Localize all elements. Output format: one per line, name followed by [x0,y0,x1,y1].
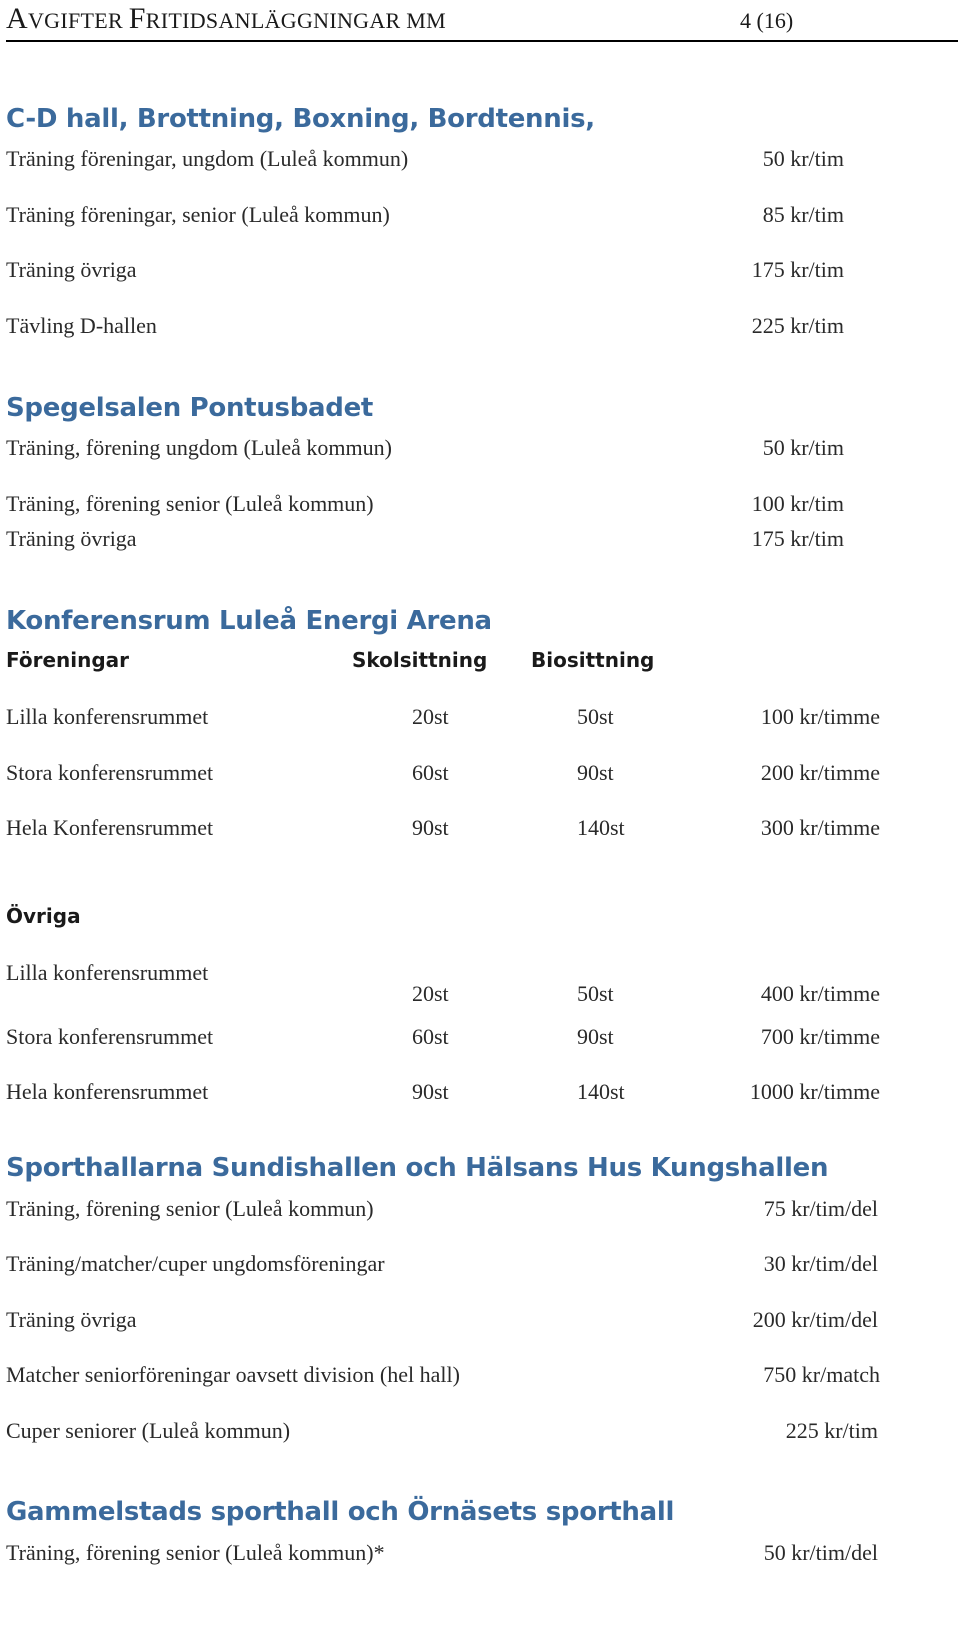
page-header [6,2,958,42]
table-row: Hela konferensrummet 90st 140st 1000 kr/timme [6,1079,880,1104]
subheading-ovriga: Övriga [6,904,81,928]
table-row: Hela Konferensrummet 90st 140st 300 kr/timme [6,815,880,840]
section-heading-spegelsalen: Spegelsalen Pontusbadet [6,393,374,423]
column-header-skolsittning: Skolsittning [352,648,488,672]
section-heading-sporthallar: Sporthallarna Sundishallen och Hälsans Hus Kungshallen [6,1153,829,1183]
price-row: Träning föreningar, ungdom (Luleå kommun) 50 kr/tim [6,146,844,171]
section-heading-gammelstad: Gammelstads sporthall och Örnäsets sporthall [6,1497,675,1527]
document-title: AVGIFTER FRITIDSANLÄGGNINGAR MM [6,2,447,35]
price-row: Tävling D-hallen 225 kr/tim [6,313,844,338]
price-row: Träning, förening ungdom (Luleå kommun) 50 kr/tim [6,435,844,460]
table-row-label: Lilla konferensrummet [6,960,209,985]
price-row: Matcher seniorföreningar oavsett division (hel hall) 750 kr/match [6,1362,880,1387]
price-row: Träning övriga 200 kr/tim/del [6,1307,878,1332]
column-header-biosittning: Biosittning [531,648,655,672]
price-row: Träning, förening senior (Luleå kommun) 100 kr/tim [6,491,844,516]
table-row: 20st 50st 400 kr/timme [412,981,880,1006]
price-row: Träning övriga 175 kr/tim [6,526,844,551]
column-header-foreningar: Föreningar [6,648,130,672]
table-row: Stora konferensrummet 60st 90st 200 kr/timme [6,760,880,785]
price-row: Träning, förening senior (Luleå kommun)* 50 kr/tim/del [6,1540,878,1565]
price-row: Träning föreningar, senior (Luleå kommun) 85 kr/tim [6,202,844,227]
price-row: Cuper seniorer (Luleå kommun) 225 kr/tim [6,1418,878,1443]
page-number: 4 (16) [740,8,794,33]
price-row: Träning, förening senior (Luleå kommun) 75 kr/tim/del [6,1196,878,1221]
table-row: Lilla konferensrummet 20st 50st 100 kr/timme [6,704,880,729]
section-heading-cd-hall: C-D hall, Brottning, Boxning, Bordtennis, [6,104,595,134]
price-row: Träning/matcher/cuper ungdomsföreningar 30 kr/tim/del [6,1251,878,1276]
section-heading-konferens: Konferensrum Luleå Energi Arena [6,606,492,636]
table-row: Stora konferensrummet 60st 90st 700 kr/timme [6,1024,880,1049]
price-row: Träning övriga 175 kr/tim [6,257,844,282]
